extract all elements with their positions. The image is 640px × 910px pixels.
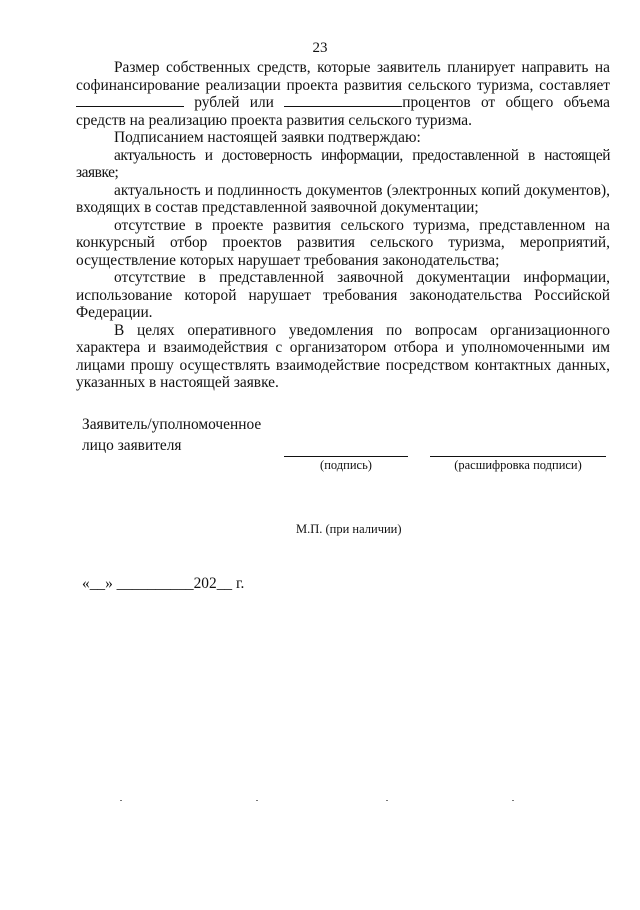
application-body — [76, 59, 610, 392]
date-open-quote: « — [82, 575, 90, 592]
rubles-amount-field[interactable] — [76, 94, 184, 107]
date-year-prefix: 202 — [193, 575, 217, 592]
confirmation-item-authenticity: актуальность и подлинность документов (электронных копий документов), входящих в состав представленной заявочной документации; — [76, 181, 610, 216]
own-funds-paragraph — [76, 59, 610, 129]
rubles-label: рублей или — [194, 94, 274, 111]
confirmation-item-information-legality: отсутствие в представленной заявочной документации информации, использование которой нарушает требования законодательства Российской Федерации. — [76, 269, 610, 321]
applicant-label-line2: лицо заявителя — [82, 437, 182, 454]
stamp-label: М.П. (при наличии) — [296, 522, 402, 536]
date-day-field[interactable]: __ — [89, 575, 106, 592]
applicant-label-line1: Заявитель/уполномоченное — [82, 416, 262, 433]
signature-decryption-caption: (расшифровка подписи) — [454, 458, 582, 472]
scan-speck — [120, 800, 122, 801]
own-funds-text: Размер собственных средств, которые заявитель планирует направить на софинансирование реализации проекта развития сельского туризма, составляет — [76, 59, 610, 94]
scan-speck — [386, 800, 388, 801]
contact-consent-paragraph: В целях оперативного уведомления по вопросам организационного характера и взаимодействия с организатором отбора и уполномоченными им лицами прошу осуществлять взаимодействие посредством контактных данных, указанных в настоящей заявке. — [76, 321, 610, 391]
date-month-field[interactable]: __________ — [116, 575, 194, 592]
signature-field[interactable] — [284, 456, 408, 457]
date-year-field[interactable]: __ — [216, 575, 233, 592]
date-close-quote: » — [105, 575, 113, 592]
confirmation-item-project-legality: отсутствие в проекте развития сельского туризма, представленном на конкурсный отбор проектов развития сельского туризма, мероприятий, осуществление которых нарушает требования законодательства; — [76, 216, 610, 269]
scan-speck — [256, 800, 258, 801]
confirmation-item-accuracy: актуальность и достоверность информации, предоставленной в настоящей заявке; — [76, 146, 610, 181]
signature-decryption-field[interactable] — [430, 456, 606, 457]
confirmation-intro: Подписанием настоящей заявки подтверждаю: — [114, 129, 421, 146]
percent-amount-field[interactable] — [284, 94, 402, 107]
signature-caption: (подпись) — [320, 458, 372, 472]
applicant-label — [82, 414, 261, 456]
date-line — [82, 575, 244, 593]
page-number: 23 — [312, 40, 328, 56]
percent-text: процентов от общего объема средств на реализацию проекта развития сельского туризма. — [76, 94, 610, 129]
scan-speck — [512, 800, 514, 801]
date-year-suffix: г. — [232, 575, 245, 592]
